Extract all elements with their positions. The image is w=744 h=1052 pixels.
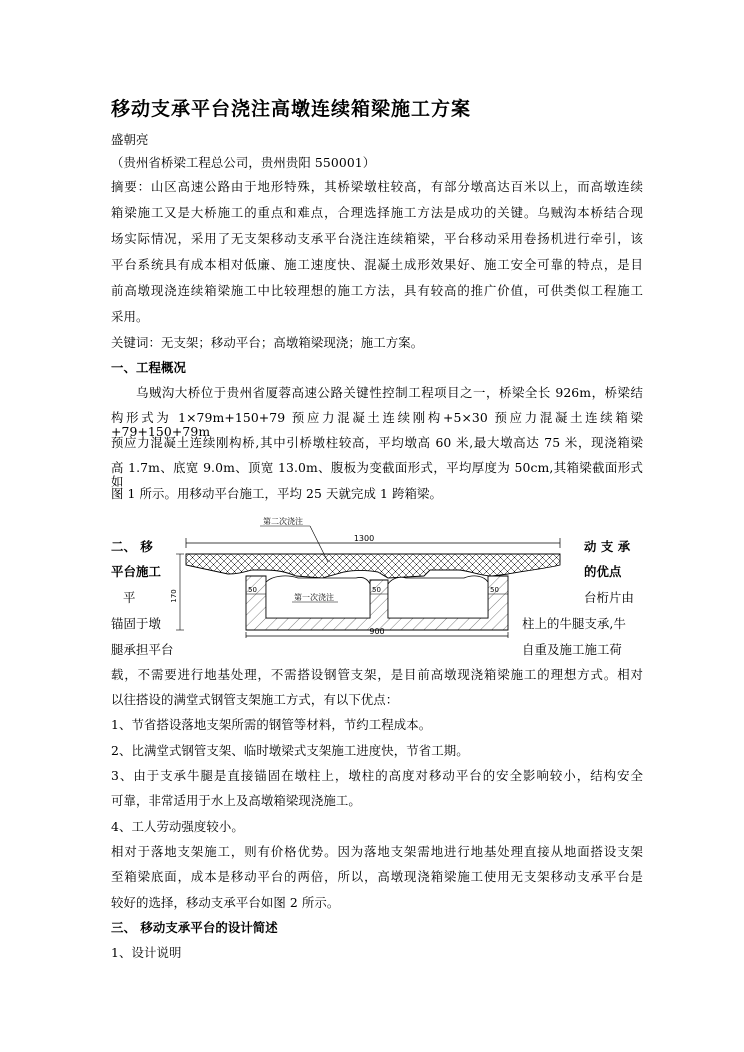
dim-web-left-label: 50 <box>248 586 257 594</box>
abstract-line: 采用。 <box>111 309 149 324</box>
page-title: 移动支承平台浇注高墩连续箱梁施工方案 <box>111 98 472 120</box>
paragraph-line: 以往搭设的满堂式钢管支架施工方式，有以下优点： <box>111 692 399 707</box>
abstract-line: 前高墩现浇连续箱梁施工中比较理想的施工方法，具有较高的推广价值，可供类似工程施工 <box>111 283 643 298</box>
abstract-line: 平台系统具有成本相对低廉、施工速度快、混凝土成形效果好、施工安全可靠的特点，是目 <box>111 257 643 272</box>
section-1-heading: 一、工程概况 <box>111 360 186 375</box>
abstract-line: 摘要：山区高速公路由于地形特殊，其桥梁墩柱较高，有部分墩高达百米以上，而高墩连续 <box>111 179 643 194</box>
dim-bottom-width-label: 900 <box>369 627 385 636</box>
paragraph-line: 相对于落地支架施工，则有价格优势。因为落地支架需地进行地基处理直接从地面搭设支架 <box>111 844 643 859</box>
author: 盛朝亮 <box>111 132 149 147</box>
section-2-heading-right-2: 的优点 <box>584 564 622 579</box>
list-item: 可靠，非常适用于水上及高墩箱梁现浇施工。 <box>111 793 361 808</box>
dim-web-right-label: 50 <box>490 586 499 594</box>
affiliation: （贵州省桥梁工程总公司，贵州贵阳 550001） <box>111 155 376 170</box>
box-girder-cross-section-figure <box>168 512 580 638</box>
first-pour-label: 第一次浇注 <box>294 593 334 602</box>
top-slab <box>186 554 560 578</box>
section-2-heading-right: 动 支 承 <box>584 539 631 554</box>
paragraph-line: 较好的选择，移动支承平台如图 2 所示。 <box>111 895 340 910</box>
list-item: 1、节省搭设落地支架所需的钢管等材料，节约工程成本。 <box>111 717 432 732</box>
wrap-right: 台桁片由 <box>584 590 634 605</box>
paragraph-line: 乌贼沟大桥位于贵州省厦蓉高速公路关键性控制工程项目之一，桥梁全长 926m，桥梁结 <box>136 385 643 400</box>
wrap-left: 锚固于墩 <box>111 616 161 631</box>
wrap-left: 腿承担平台 <box>111 642 174 657</box>
dim-height-label: 170 <box>170 589 178 603</box>
list-item: 2、比满堂式钢管支架、临时墩梁式支架施工进度快，节省工期。 <box>111 743 469 758</box>
paragraph-line: 预应力混凝土连续刚构桥,其中引桥墩柱较高，平均墩高 60 米,最大墩高达 75 米，现浇箱梁 <box>111 435 643 450</box>
list-item: 3、由于支承牛腿是直接锚固在墩柱上，墩柱的高度对移动平台的安全影响较小，结构安全 <box>111 768 643 783</box>
keywords: 关键词：无支架；移动平台；高墩箱梁现浇；施工方案。 <box>111 335 424 350</box>
section-2-heading-left-2: 平台施工 <box>111 564 161 579</box>
dim-web-mid-label: 50 <box>372 586 381 594</box>
section-2-heading-left: 二、 移 <box>111 539 153 554</box>
right-cell <box>388 576 488 618</box>
section-3-subheading: 1、设计说明 <box>111 945 182 960</box>
list-item: 4、工人劳动强度较小。 <box>111 819 244 834</box>
dim-top-width-label: 1300 <box>353 534 375 543</box>
wrap-right: 自重及施工施工荷 <box>522 642 622 657</box>
abstract-line: 场实际情况，采用了无支架移动支承平台浇注连续箱梁，平台移动采用卷扬机进行牵引，该 <box>111 231 643 246</box>
paragraph-line: 构形式为 1×79m+150+79 预应力混凝土连续刚构+5×30 预应力混凝土连续箱梁+79+150+79m <box>111 410 643 439</box>
second-pour-label: 第二次浇注 <box>263 517 303 526</box>
paragraph-line: 图 1 所示。用移动平台施工，平均 25 天就完成 1 跨箱梁。 <box>111 486 442 501</box>
wrap-right: 柱上的牛腿支承,牛 <box>522 616 626 631</box>
wrap-left: 平 <box>123 590 136 605</box>
paragraph-line: 高 1.7m、底宽 9.0m、顶宽 13.0m、腹板为变截面形式，平均厚度为 50cm,其箱梁截面形式如 <box>111 460 643 489</box>
abstract-line: 箱梁施工又是大桥施工的重点和难点，合理选择施工方法是成功的关键。乌贼沟本桥结合现 <box>111 205 643 220</box>
section-3-heading: 三、 移动支承平台的设计简述 <box>111 920 278 935</box>
paragraph-line: 载，不需要进行地基处理，不需搭设钢管支架，是目前高墩现浇箱梁施工的理想方式。相对 <box>111 667 643 682</box>
paragraph-line: 至箱梁底面，成本是移动平台的两倍，所以，高墩现浇箱梁施工使用无支架移动支承平台是 <box>111 869 643 884</box>
